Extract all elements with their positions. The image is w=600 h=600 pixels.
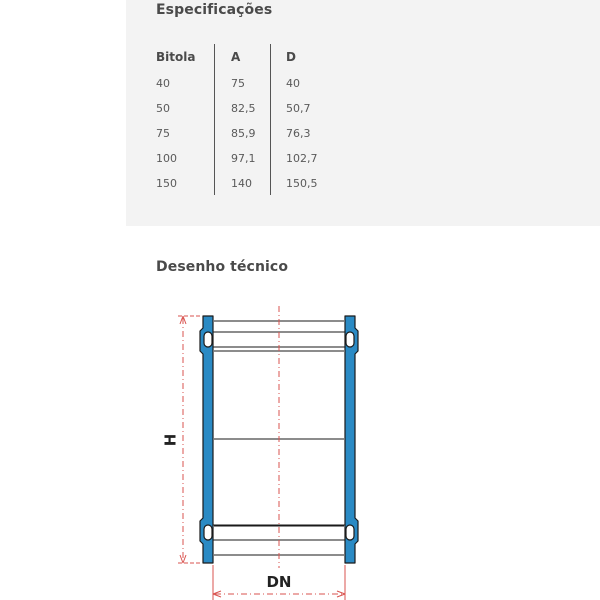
table-cell: 40 [156, 77, 170, 90]
table-cell: 150,5 [286, 177, 318, 190]
diameter-label: DN [266, 573, 292, 591]
table-cell: 100 [156, 152, 177, 165]
table-cell: 140 [231, 177, 252, 190]
technical-drawing-title: Desenho técnico [156, 259, 289, 275]
table-cell: 82,5 [231, 102, 256, 115]
table-cell: 50 [156, 102, 170, 115]
table-cell: 50,7 [286, 102, 311, 115]
table-cell: 75 [231, 77, 245, 90]
table-cell: 150 [156, 177, 177, 190]
table-cell: 97,1 [231, 152, 256, 165]
table-cell: 85,9 [231, 127, 256, 140]
table-cell: 40 [286, 77, 300, 90]
table-cell: 75 [156, 127, 170, 140]
height-label: H [161, 433, 180, 447]
height-dimension [178, 316, 202, 563]
table-cell: 102,7 [286, 152, 318, 165]
column-header: D [286, 50, 296, 64]
table-cell: 76,3 [286, 127, 311, 140]
column-header: Bitola [156, 50, 196, 64]
column-header: A [231, 50, 241, 64]
specifications-title: Especificações [156, 2, 273, 18]
